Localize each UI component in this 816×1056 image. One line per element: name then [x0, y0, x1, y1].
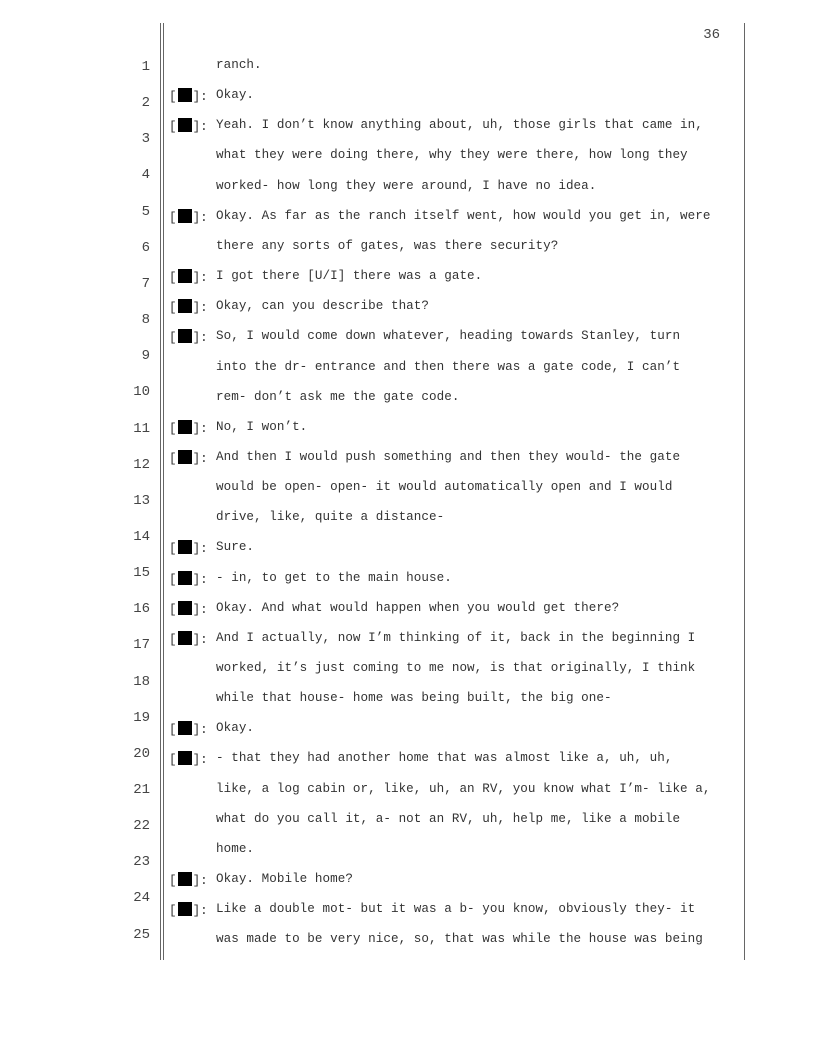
- redaction-block: [178, 571, 192, 585]
- transcript-line: Like a double mot- but it was a b- you know, obviously they- it: [216, 902, 696, 917]
- transcript-line: - in, to get to the main house.: [216, 570, 452, 585]
- transcript-line: Yeah. I don’t know anything about, uh, those girls that came in,: [216, 118, 703, 133]
- transcript-line: while that house- home was being built, the big one-: [216, 691, 612, 706]
- speaker-label-redacted: [ ]:: [169, 421, 208, 436]
- transcript-line: what do you call it, a- not an RV, uh, help me, like a mobile: [216, 811, 681, 826]
- line-number: 13: [133, 492, 150, 509]
- transcript-line: No, I won’t.: [216, 419, 308, 434]
- speaker-label-redacted: [ ]:: [169, 90, 208, 105]
- redaction-block: [178, 721, 192, 735]
- transcript-line: there any sorts of gates, was there security?: [216, 238, 559, 253]
- transcript-line: - that they had another home that was almost like a, uh, uh,: [216, 751, 673, 766]
- speaker-label-redacted: [ ]:: [169, 904, 208, 919]
- speaker-label-redacted: [ ]:: [169, 632, 208, 647]
- transcript-line: what they were doing there, why they were there, how long they: [216, 148, 688, 163]
- line-number: 23: [133, 854, 150, 871]
- redaction-block: [178, 329, 192, 343]
- line-number: 17: [133, 637, 150, 654]
- redaction-block: [178, 88, 192, 102]
- page-number: 36: [703, 27, 720, 43]
- transcript-line: Okay.: [216, 721, 255, 736]
- redaction-block: [178, 450, 192, 464]
- speaker-label-redacted: [ ]:: [169, 210, 208, 225]
- transcript-line: Okay, can you describe that?: [216, 299, 430, 314]
- speaker-label-redacted: [ ]:: [169, 602, 208, 617]
- transcript-line: was made to be very nice, so, that was while the house was being: [216, 932, 703, 947]
- transcript-line: worked- how long they were around, I have no idea.: [216, 178, 597, 193]
- redaction-block: [178, 299, 192, 313]
- transcript-line: Okay. Mobile home?: [216, 872, 353, 887]
- transcript-line: like, a log cabin or, like, uh, an RV, you know what I’m- like a,: [216, 781, 711, 796]
- line-number: 12: [133, 456, 150, 473]
- line-number: 15: [133, 565, 150, 582]
- transcript-line: ranch.: [216, 58, 262, 72]
- line-number: 6: [141, 239, 150, 256]
- speaker-label-redacted: [ ]:: [169, 331, 208, 346]
- redaction-block: [178, 751, 192, 765]
- line-number: 19: [133, 709, 150, 726]
- line-number: 8: [141, 312, 150, 329]
- speaker-label-redacted: [ ]:: [169, 271, 208, 286]
- transcript-line: worked, it’s just coming to me now, is that originally, I think: [216, 661, 696, 675]
- redaction-block: [178, 902, 192, 916]
- line-number: 1: [141, 59, 150, 75]
- transcript-line: I got there [U/I] there was a gate.: [216, 269, 483, 284]
- line-number: 16: [133, 601, 150, 618]
- speaker-label-redacted: [ ]:: [169, 874, 208, 889]
- speaker-label-redacted: [ ]:: [169, 572, 208, 587]
- line-number: 7: [141, 275, 150, 292]
- speaker-label-redacted: [ ]:: [169, 301, 208, 316]
- line-number: 4: [141, 167, 150, 184]
- line-number: 10: [133, 384, 150, 401]
- redaction-block: [178, 269, 192, 283]
- transcript-line: Okay. And what would happen when you would get there?: [216, 600, 620, 615]
- line-number: 3: [141, 131, 150, 148]
- left-margin-rule: [160, 23, 161, 960]
- speaker-label-redacted: [ ]:: [169, 451, 208, 466]
- redaction-block: [178, 540, 192, 554]
- line-number: 25: [133, 926, 150, 943]
- redaction-block: [178, 872, 192, 886]
- speaker-label-redacted: [ ]:: [169, 723, 208, 738]
- line-number: 20: [133, 745, 150, 762]
- transcript-line: And I actually, now I’m thinking of it, back in the beginning I: [216, 630, 696, 645]
- transcript-line: rem- don’t ask me the gate code.: [216, 389, 460, 404]
- redaction-block: [178, 631, 192, 645]
- redaction-block: [178, 209, 192, 223]
- line-number: 24: [133, 890, 150, 907]
- line-number: 18: [133, 673, 150, 690]
- transcript-line: And then I would push something and then they would- the gate: [216, 449, 681, 464]
- line-number: 9: [141, 348, 150, 365]
- transcript-line: drive, like, quite a distance-: [216, 510, 445, 525]
- line-number: 2: [141, 95, 150, 112]
- left-margin-rule-inner: [163, 23, 164, 960]
- line-number: 14: [133, 528, 150, 545]
- line-number: 11: [133, 420, 150, 437]
- redaction-block: [178, 601, 192, 615]
- redaction-block: [178, 118, 192, 132]
- line-number: 21: [133, 782, 150, 798]
- right-margin-rule: [744, 23, 745, 960]
- transcript-line: Okay. As far as the ranch itself went, how would you get in, were: [216, 208, 711, 223]
- transcript-line: home.: [216, 841, 255, 856]
- redaction-block: [178, 420, 192, 434]
- transcript-line: Okay.: [216, 88, 255, 103]
- speaker-label-redacted: [ ]:: [169, 120, 208, 135]
- transcript-line: Sure.: [216, 540, 255, 555]
- transcript-line: So, I would come down whatever, heading towards Stanley, turn: [216, 329, 681, 344]
- transcript-line: would be open- open- it would automatically open and I would: [216, 480, 673, 495]
- line-number: 22: [133, 818, 150, 835]
- speaker-label-redacted: [ ]:: [169, 542, 208, 557]
- line-number: 5: [141, 203, 150, 220]
- transcript-line: into the dr- entrance and then there was a gate code, I can’t: [216, 359, 681, 374]
- speaker-label-redacted: [ ]:: [169, 753, 208, 768]
